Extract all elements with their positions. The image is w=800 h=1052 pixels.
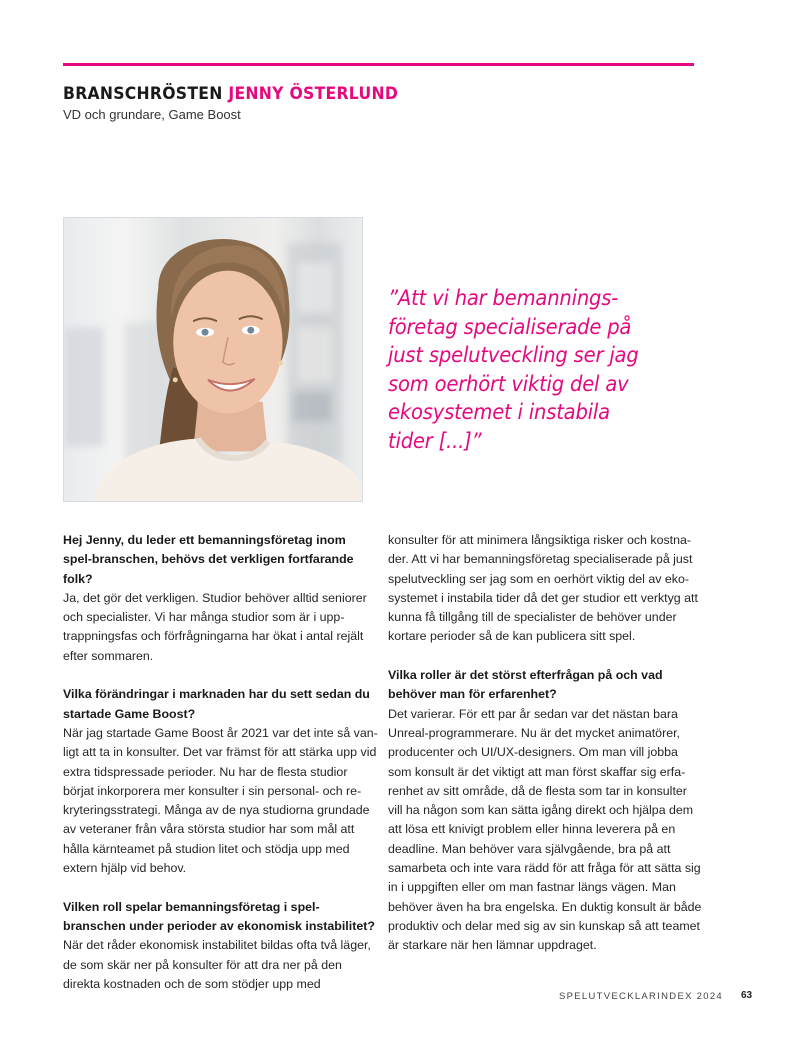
qa-block <box>63 898 378 994</box>
interview-answer: När jag startade Game Boost år 2021 var det inte så van-ligt att ta in konsulter. Det var främst för att stärka upp vid extra tidspressade perioder. Nu har de flesta studior börjat inkorporera mer konsulter i sin personal- och re-kryteringsstrategi. Många av de nya studiorna grundade av veteraner från våra största studior har som mål att hålla kärnteamet på studion litet och stödja upp med extern hjälp vid behov. <box>63 725 378 876</box>
qa-block <box>388 666 703 955</box>
interview-answer: Ja, det gör det verkligen. Studior behöver alltid seniorer och specialister. Vi har många studior som är i upp-trappningsfas och förfrågningarna har ökat i antal rejält efter sommaren. <box>63 590 367 663</box>
interview-answer: Det varierar. För ett par år sedan var det nästan bara Unreal-programmerare. Nu är det mycket animatörer, producenter och UI/UX-designers. Om man vill jobba som konsult är det viktigt att man först skaffar sig erfa-renhet av sitt område, då de flesta som tar in konsulter vill ha någon som kan sätta igång direkt och hjälpa dem att lösa ett knivigt problem eller hinna leverera på en deadline. Man behöver vara självgående, bra på att samarbeta och inte vara rädd för att fråga för att sätta sig in i uppgiften eller om man fastnar längs vägen. Man behöver även ha bra engelska. En duktig konsult är både produktiv och delar med sig av sin kunskap så att teamet är starkare när hen lämnar uppdraget. <box>388 706 702 953</box>
page-subtitle: VD och grundare, Game Boost <box>63 107 241 122</box>
interview-question: Vilka förändringar i marknaden har du sett sedan du startade Game Boost? <box>63 687 370 721</box>
article-column-left <box>63 531 378 1013</box>
interview-answer: När det råder ekonomisk instabilitet bildas ofta två läger, de som skär ner på konsulter för att dra ner på den direkta kostnaden och de som stödjer upp med <box>63 938 371 991</box>
page-number: 63 <box>741 990 753 1001</box>
qa-block <box>388 531 703 647</box>
interview-question: Hej Jenny, du leder ett bemanningsföretag inom spel-branschen, behövs det verkligen fortfarande folk? <box>63 533 354 586</box>
interview-question: Vilken roll spelar bemanningsföretag i spel-branschen under perioder av ekonomisk instabilitet? <box>63 899 375 933</box>
publication-name: SPELUTVECKLARINDEX 2024 <box>559 991 724 1002</box>
interview-answer-continued: konsulter för att minimera långsiktiga risker och kostna-der. Att vi har bemanningsföretag specialiserade på just spelutveckling ser jag som en oerhört viktig del av eko-systemet i instabila tider då det ger studior ett verktyg att kunna få tillgång till de specialister de behöver under kortare perioder så de kan publicera sitt spel. <box>388 533 698 644</box>
title-name: JENNY ÖSTERLUND <box>228 84 399 104</box>
interview-question: Vilka roller är det störst efterfrågan på och vad behöver man för erfarenhet? <box>388 668 663 702</box>
header-rule <box>63 63 694 66</box>
portrait-illustration <box>64 218 362 501</box>
page-title <box>63 84 398 104</box>
qa-block <box>63 685 378 878</box>
article-column-right <box>388 531 703 975</box>
pull-quote: ”Att vi har bemannings-företag specialiserade på just spelutveckling ser jag som oerhört viktig del av ekosystemet i instabila tider [...]” <box>388 286 639 453</box>
title-prefix: BRANSCHRÖSTEN <box>63 84 223 104</box>
portrait-photo <box>63 217 363 502</box>
qa-block <box>63 531 378 666</box>
